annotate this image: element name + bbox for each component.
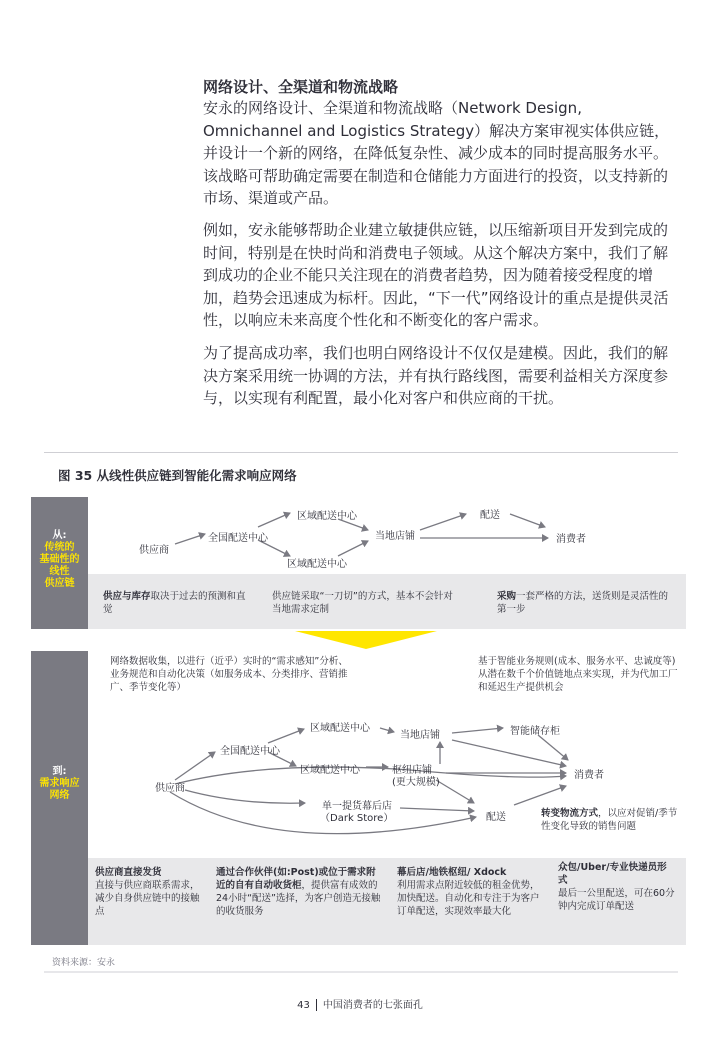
from-node-regional-dc-bottom: 区域配送中心: [287, 559, 347, 570]
to-band-item-3: 幕后店/地铁枢纽/ Xdock 利用需求点附近较低的租金优势，加快配送。自动化和专注于为客户订单配送，实现效率最大化: [397, 867, 540, 917]
to-side-label: 到: 需求响应 网络: [39, 766, 80, 801]
footer-separator: [316, 999, 317, 1011]
arrow-delivery-consumer: [510, 514, 545, 527]
arrow-darkstore-delivery: [400, 808, 474, 811]
to-node-consumer: 消费者: [574, 770, 604, 781]
figure-title: 图 35 从线性供应链到智能化需求响应网络: [58, 468, 297, 483]
transition-funnel: [295, 631, 437, 649]
from-band-item-2: 供应链采取“一刀切”的方式，基本不会针对当地需求定制: [272, 591, 453, 615]
to-node-regional-dc-top: 区域配送中心: [310, 723, 370, 734]
from-node-consumer: 消费者: [556, 534, 586, 545]
to-node-local-store: 当地店铺: [400, 730, 440, 741]
to-node-regional-dc-mid: 区域配送中心: [300, 765, 360, 776]
arrow-store-delivery: [420, 514, 466, 530]
to-node-smart-locker: 智能储存柜: [510, 726, 560, 737]
to-node-national-dc: 全国配送中心: [220, 746, 280, 757]
page-number: 43: [297, 1000, 310, 1011]
figure-source: 资料来源：安永: [52, 958, 116, 968]
from-node-supplier: 供应商: [139, 545, 169, 556]
to-node-hub-store: 枢纽店铺: [392, 765, 432, 776]
footer-doc-title: 中国消费者的七张面孔: [322, 1000, 423, 1011]
from-band-item-3: 采购一套严格的方法，送货则是灵活性的第一步: [497, 591, 669, 615]
section-title: 网络设计、全渠道和物流战略: [203, 78, 399, 96]
to-node-delivery: 配送: [486, 812, 506, 823]
arrow-supplier-national-2: [175, 752, 215, 780]
arrow-national-regional-top: [258, 513, 290, 527]
to-note-left: 网络数据收集，以进行（近乎）实时的“需求感知”分析、业务规范和自动化决策（如服务成本、分类排序、营销推广、季节变化等）: [110, 656, 348, 693]
to-delivery-note: 转变物流方式，以应对促销/季节性变化导致的销售问题: [541, 808, 678, 832]
to-node-supplier: 供应商: [155, 783, 185, 794]
to-band-item-4: 众包/Uber/专业快递员形式 最后一公里配送，可在60分钟内完成订单配送: [558, 862, 675, 912]
arrow-national-regional-top-2: [268, 729, 304, 743]
from-node-local-store: 当地店铺: [375, 531, 415, 542]
to-band-item-2: 通过合作伙伴(如:Post)或位于需求附近的自有自动收货柜，提供富有成效的24小时“配送”选择，为客户创造无接触的收货服务: [216, 867, 381, 917]
from-node-national-dc: 全国配送中心: [208, 533, 268, 544]
arrow-hub-delivery: [436, 780, 474, 803]
arrow-supplier-darkstore: [185, 790, 305, 803]
paragraph-3: 为了提高成功率，我们也明白网络设计不仅仅是建模。因此，我们的解决方案采用统一协调的方法，并有执行路线图，需要利益相关方深度参与，以实现有利配置，最小化对客户和供应商的干扰。: [203, 344, 669, 407]
arrow-regional-bottom-store: [338, 541, 368, 556]
from-band-item-1: 供应与库存取决于过去的预测和直觉: [103, 591, 246, 615]
arrow-store-locker: [452, 728, 503, 733]
arrow-regional-store-2: [380, 728, 394, 732]
arrow-delivery-consumer-2: [514, 786, 566, 805]
to-note-right: 基于智能业务规则(成本、服务水平、忠诚度等)从潜在数千个价值链地点来实现，并为代加工厂和延迟生产提供机会: [478, 656, 678, 693]
from-node-regional-dc-top: 区域配送中心: [297, 511, 357, 522]
paragraph-1: 安永的网络设计、全渠道和物流战略（Network Design, Omnichannel and Logistics Strategy）解决方案审视实体供应链，并设计一个新的网络，在降低复杂性、减少成本的同时提高服务水平。该战略可帮助确定需要在制造和仓储能力方面进行的投资，以支持新的市场、渠道或产品。: [203, 99, 670, 207]
to-node-dark-store: 单一提货幕后店: [322, 801, 392, 812]
paragraph-2: 例如，安永能够帮助企业建立敏捷供应链，以压缩新项目开发到完成的时间，特别是在快时尚和消费电子领域。从这个解决方案中，我们了解到成功的企业不能只关注现在的消费者趋势，因为随着接受程度的增加，趋势会迅速成为标杆。因此，“下一代”网络设计的重点是提供灵活性，以响应未来高度个性化和不断变化的客户需求。: [203, 221, 669, 329]
to-node-hub-store-sub: (更大规模): [392, 777, 440, 788]
arrow-locker-consumer: [538, 735, 568, 760]
arrow-supplier-national: [175, 534, 205, 544]
to-band-item-1: 供应商直接发货 直接与供应商联系需求，减少自身供应链中的接触点: [95, 867, 200, 917]
from-side-label: 从: 传统的 基础性的 线性 供应链: [39, 530, 80, 589]
page-footer: [0, 996, 720, 1011]
to-node-dark-store-sub: （Dark Store）: [320, 813, 394, 824]
from-node-delivery: 配送: [480, 510, 500, 521]
arrow-supplier-consumer: [175, 767, 566, 784]
